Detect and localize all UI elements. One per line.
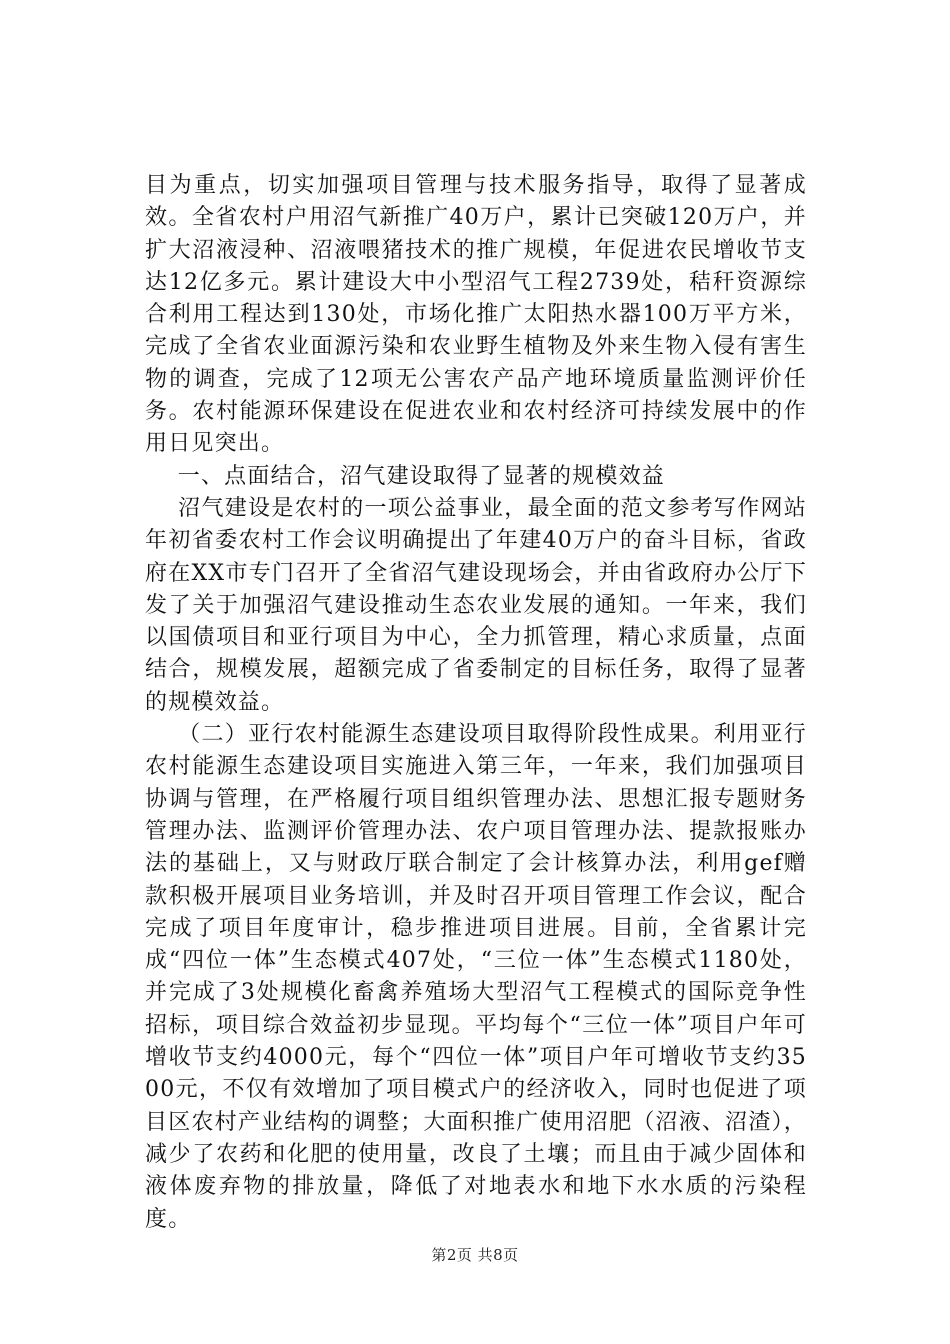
- page-footer: 第2页 共8页: [431, 1246, 519, 1264]
- paragraph-biogas: 沼气建设是农村的一项公益事业，最全面的范文参考写作网站年初省委农村工作会议明确提出了年建40万户的奋斗目标，省政府在XX市专门召开了全省沼气建设现场会，并由省政府办公厅下发了关于加强沼气建设推动生态农业发展的通知。一年来，我们以国债项目和亚行项目为中心，全力抓管理，精心求质量，点面结合，规模发展，超额完成了省委制定的目标任务，取得了显著的规模效益。: [145, 495, 807, 715]
- paragraph-intro: 目为重点，切实加强项目管理与技术服务指导，取得了显著成效。全省农村户用沼气新推广40万户，累计已突破120万户，并扩大沼液浸种、沼液喂猪技术的推广规模，年促进农民增收节支达12亿多元。累计建设大中小型沼气工程2739处，秸秆资源综合利用工程达到130处，市场化推广太阳热水器100万平方米，完成了全省农业面源污染和农业野生植物及外来生物入侵有害生物的调查，完成了12项无公害农产品产地环境质量监测评价任务。农村能源环保建设在促进农业和农村经济可持续发展中的作用日见突出。: [145, 173, 807, 457]
- paragraph-adb-project: （二）亚行农村能源生态建设项目取得阶段性成果。利用亚行农村能源生态建设项目实施进入第三年，一年来，我们加强项目协调与管理，在严格履行项目组织管理办法、思想汇报专题财务管理办法、监测评价管理办法、农户项目管理办法、提款报账办法的基础上，又与财政厅联合制定了会计核算办法，利用gef赠款积极开展项目业务培训，并及时召开项目管理工作会议，配合完成了项目年度审计，稳步推进项目进展。目前，全省累计完成“四位一体”生态模式407处，“三位一体”生态模式1180处，并完成了3处规模化畜禽养殖场大型沼气工程模式的国际竞争性招标，项目综合效益初步显现。平均每个“三位一体”项目户年可增收节支约4000元，每个“四位一体”项目户年可增收节支约3500元，不仅有效增加了项目模式户的经济收入，同时也促进了项目区农村产业结构的调整；大面积推广使用沼肥（沼液、沼渣），减少了农药和化肥的使用量，改良了土壤；而且由于减少固体和液体废弃物的排放量，降低了对地表水和地下水水质的污染程度。: [145, 722, 807, 1232]
- document-body: [145, 170, 807, 1236]
- section-heading-1: 一、点面结合，沼气建设取得了显著的规模效益: [145, 463, 665, 489]
